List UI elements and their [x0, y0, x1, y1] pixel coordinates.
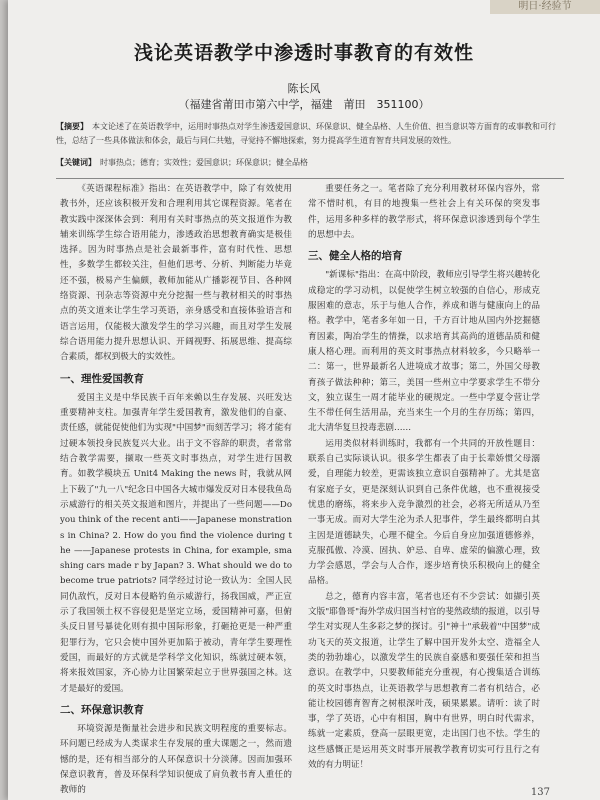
intro-paragraph: 《英语课程标准》指出：在英语教学中，除了有效使用教书外，还应该积极开发和合理利用其它课程资源。笔者在教实践中深深体会到：利用有关时事热点的英文报道作为教辅来训练学生综合语用能力，渗透政治思想教育确实是极佳选择。因为时事热点是社会最新事件，富有时代性、思想性，多数学生都较关注，但他们思考、分析、判断能力毕竟还不强，极易产生偏颇，教师加能从广播影视节目、各种网络资源、刊杂志等资源中充分挖掘一些与教材相关的时事热点的英文道来让学生学习英语，亲身感受和直接体验语言和语言运用，仅能极大激发学生的学习兴趣，而且对学生发展综合语用能力提升思想认识、开阔视野、拓展思维、提高综合素质，都权到极大的实效性。	[60, 184, 292, 363]
conclusion-paragraph: 总之，德育内容丰富，笔者也还有不少尝试：如撷引英文版"耶鲁哥"海外学成归国当村官的斐然政绩的报道，以引导学生对实现人生多彩之梦的探讨。引"神十"承载着"中国梦"成功飞天的英文报道，让学生了解中国开发外太空、造福全人类的勃勃雄心，以激发学生的民族自豪感和要强任荣和担当意识。在教学中，只要教师能充分重视，有心搜集适合训练的英文时事热点，让英语教学与思想教育二者有机结合，必能让校园德育智育之树根深叶茂，硕果累累。请听：读了时事，学了英语，心中有相国，胸中有世界，明白时代需求，练就一定素质，登高一层眼更宽，走出国门也不怯。学生的这些感慨正是运用英文时事开展教学教育切实可行且行之有效的有力明证！	[308, 591, 540, 770]
right-column	[308, 182, 540, 773]
section-heading-personality: 三、健全人格的培育	[308, 250, 403, 263]
section-paragraph-personality-2: 运用类似材料训练时，我都有一个共同的开放性题目：联系自己实际谈认识。很多学生都表了由于长辈娇惯父母溺爱，自理能力较差，更需该独立意识自强精神了。尤其是富有家庭子女，更是深刻认识到自己条件优越，也不重视接受忧患的磨练，将来步入竞争激烈的社会，必将无所适从乃至一事无成。而对大学生沦为杀人犯事件，学生最终都明白其主因是道德缺失，心理不健全。今后自身应加强道德修养，克服孤傲、冷漠、固执、妒忌、自卑、虚荣的偏激心理，致力学会感恩，学会与人合作，逐步培育快乐积极向上的健全品格。	[308, 438, 540, 587]
section-paragraph-patriotism: 爱国主义是中华民族千百年来赖以生存发展、兴旺发达重要精神支柱。加强青年学生爱国教育，激发他们的自豪、责任感，就能促使他们为实现"中国梦"而刻苦学习；将才能有过硬本领投身民族复兴大业。出于文不容辞的职责，者常常结合教学需要，撷取一些英文时事热点，对学生进行国教育。如教学模块五 Unit4 Making the news 时，我就从网上下载了"九一八"纪念日中国各大城市爆发反对日本侵我鱼岛示威游行的相关英文报道和图片，并提出了一些问题——Do you think of the recent anti——Japanese monstrations in China? 2. How do you find the violence during the ——Japanese protests in China, for example, smashing cars made r by Japan? 3. What should we do to become true patriots? 同学经过讨论一致认为：全国人民同仇敌忾，反对日本侵略钓鱼示威游行，扬我国威，严正宣示了我国领土权不容侵犯是坚定立场，爱国精神可嘉，但俯头反日冒号暴徒化则有损中国际形象，打砸抢更是一种严重犯罪行为，它只会使中国外更加陷于被动，青年学生要理性爱国，而最好的方式就是学科学文化知识，练就过硬本领，将来报效国家，齐心协力让国繁荣起立于世界强国之林。这才是最好的爱国。	[60, 392, 292, 694]
left-column	[60, 182, 292, 799]
keywords	[56, 156, 564, 170]
section-heading-patriotism: 一、理性爱国教育	[60, 372, 144, 385]
divider	[56, 178, 564, 179]
page-number: 137	[530, 787, 550, 798]
author: 陈长风	[287, 82, 321, 95]
abstract	[56, 120, 564, 148]
keywords-label: 【关键词】	[56, 158, 96, 167]
abstract-label: 【摘要】	[56, 122, 88, 131]
section-paragraph-environment: 环境资源是衡量社会进步和民族文明程度的重要标志。环问题已经成为人类谋求生存发展的重大课题之一，然而遗憾的是，还有相当部分的人环保意识十分淡薄。因而加强环保意识教育，普及环保科学知识便成了肩负教书育人重任的教师的	[60, 724, 292, 796]
affiliation: （福建省莆田市第六中学，福建 莆田 351100）	[178, 98, 430, 111]
continued-paragraph: 重要任务之一。笔者除了充分利用教材环保内容外，常常不惜时机，有目的地搜集一些社会上有关环保的突发事件，运用多种多样的教学形式，将环保意识渗透到每个学生的思想中去。	[308, 184, 540, 240]
running-header: 明日·经验节	[490, 0, 600, 14]
section-heading-environment: 二、环保意识教育	[60, 703, 144, 716]
section-paragraph-personality-1: "新课标"指出：在高中阶段，教师应引导学生将兴趣转化成稳定的学习动机，以促使学生树立较强的自信心，形成克服困难的意志，乐于与他人合作，养成和谐与健康向上的品格。教学中，笔者多年如一日，千方百计地从国内外挖掘德育因素，陶冶学生的情操，以求培育其高尚的道德品质和健康人格心理。而利用的英文时事热点材料较多，今只略举一二：第一，世界最新名人进境成才故事；第二，外国父母教育孩子做法种种；第三，美国一些州立中学要求学生不带分文，独立谋生一周才能毕业的硬规定。一些中学夏令营让学生不带任何生活用品，充当来生一个月的生存历练；第四，北大清华复旦投毒悲剧……	[308, 270, 540, 434]
keywords-text: 时事热点；德育；实效性；爱国意识；环保意识；健全品格	[100, 158, 308, 167]
article-title: 浅论英语教学中渗透时事教育的有效性	[133, 42, 474, 64]
abstract-text: 本文论述了在英语教学中，运用时事热点对学生渗透爱国意识、环保意识、健全品格、人生价值、担当意识等方面育的或事教和可行性，总结了一些具体做法和体会，最后与同仁共勉，寻觉持不懈地探索，努力提高学生道育智育共同发展的效性。	[56, 122, 556, 145]
paper-page	[8, 0, 600, 800]
